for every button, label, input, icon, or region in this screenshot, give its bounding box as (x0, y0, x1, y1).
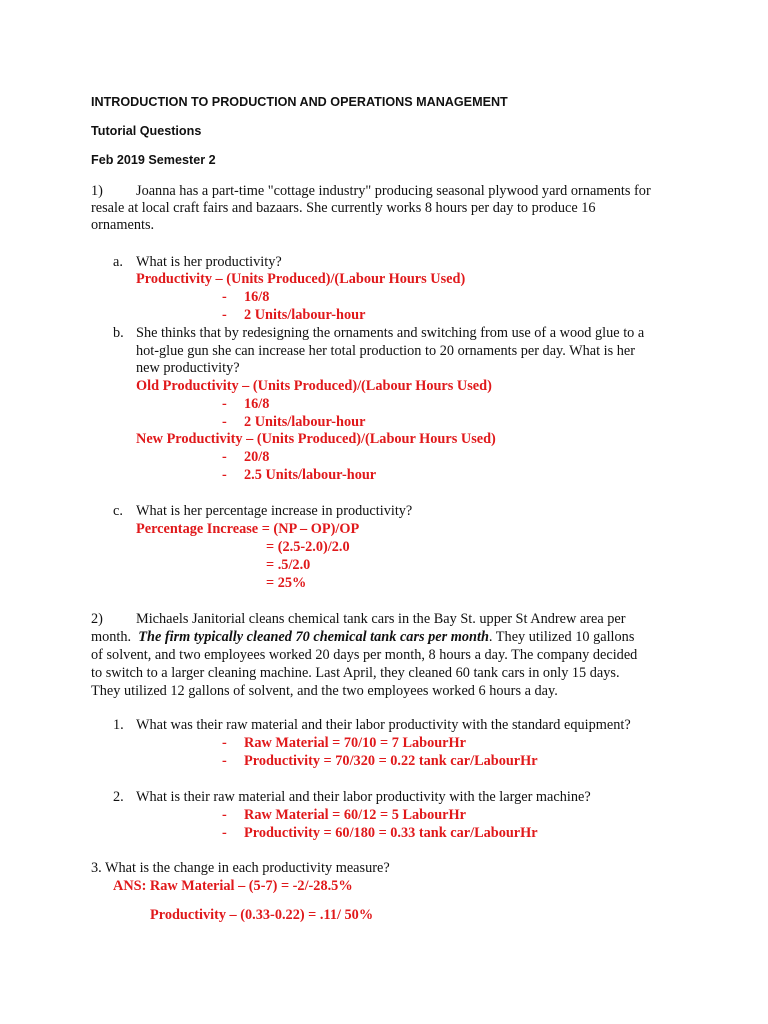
q1c-step: = (2.5-2.0)/2.0 (266, 539, 350, 555)
q1c-question: What is her percentage increase in productivity? (136, 503, 413, 519)
dash: - (222, 289, 227, 305)
q1b-label: b. (113, 325, 124, 341)
q1b-new-step: 2.5 Units/labour-hour (244, 467, 377, 483)
q1a-question: What is her productivity? (136, 254, 282, 270)
q1a-formula: Productivity – (Units Produced)/(Labour Hours Used) (136, 271, 466, 287)
dash: - (222, 307, 227, 323)
q2-line: Michaels Janitorial cleans chemical tank cars in the Bay St. upper St Andrew area per (136, 611, 626, 627)
q1b-new-step: 20/8 (244, 449, 270, 465)
q1b-question-line: She thinks that by redesigning the ornaments and switching from use of a wood glue to a (136, 325, 645, 341)
q1a-step: 16/8 (244, 289, 270, 305)
q1b-question-line: hot-glue gun she can increase her total production to 20 ornaments per day. What is her (136, 343, 636, 359)
q1a-label: a. (113, 254, 123, 270)
q2-number: 2) (91, 611, 103, 627)
q2-line: They utilized 12 gallons of solvent, and the two employees worked 6 hours a day. (91, 683, 558, 699)
q1b-question-line: new productivity? (136, 360, 240, 376)
q2s2-answer: Productivity = 60/180 = 0.33 tank car/LabourHr (244, 825, 538, 841)
q1c-step: = .5/2.0 (266, 557, 311, 573)
q3-answer: ANS: Raw Material – (5-7) = -2/-28.5% (113, 878, 353, 894)
q2s2-label: 2. (113, 789, 124, 805)
dash: - (222, 825, 227, 841)
q2s2-question: What is their raw material and their labor productivity with the larger machine? (136, 789, 591, 805)
q1b-new-formula: New Productivity – (Units Produced)/(Labour Hours Used) (136, 431, 496, 447)
q2s1-answer: Raw Material = 70/10 = 7 LabourHr (244, 735, 466, 751)
dash: - (222, 807, 227, 823)
dash: - (222, 467, 227, 483)
q3-answer: Productivity – (0.33-0.22) = .11/ 50% (150, 907, 374, 923)
q1c-label: c. (113, 503, 123, 519)
q2-line-part: month. (91, 629, 132, 645)
document-title: INTRODUCTION TO PRODUCTION AND OPERATIONS MANAGEMENT (91, 95, 508, 109)
q1b-old-step: 2 Units/labour-hour (244, 414, 366, 430)
q2-emphasis: The firm typically cleaned 70 chemical tank cars per month (138, 629, 489, 645)
dash: - (222, 735, 227, 751)
q3-question: 3. What is the change in each productivity measure? (91, 860, 390, 876)
dash: - (222, 753, 227, 769)
dash: - (222, 414, 227, 430)
q1-intro-line: Joanna has a part-time "cottage industry" producing seasonal plywood yard ornaments for (136, 183, 651, 199)
q2-line: to switch to a larger cleaning machine. Last April, they cleaned 60 tank cars in only 15 days. (91, 665, 620, 681)
q1-intro-line: ornaments. (91, 217, 155, 233)
q1c-formula: Percentage Increase = (NP – OP)/OP (136, 521, 360, 537)
dash: - (222, 449, 227, 465)
q1a-step: 2 Units/labour-hour (244, 307, 366, 323)
q1-number: 1) (91, 183, 103, 199)
q1-intro-line: resale at local craft fairs and bazaars. She currently works 8 hours per day to produce 16 (91, 200, 596, 216)
q2s2-answer: Raw Material = 60/12 = 5 LabourHr (244, 807, 466, 823)
q2s1-question: What was their raw material and their labor productivity with the standard equipment? (136, 717, 631, 733)
q2-line: of solvent, and two employees worked 20 days per month, 8 hours a day. The company decided (91, 647, 638, 663)
q2-line-part: . They utilized 10 gallons (488, 629, 635, 645)
q1b-old-formula: Old Productivity – (Units Produced)/(Labour Hours Used) (136, 378, 492, 394)
q2s1-label: 1. (113, 717, 124, 733)
dash: - (222, 396, 227, 412)
q2s1-answer: Productivity = 70/320 = 0.22 tank car/LabourHr (244, 753, 538, 769)
semester-label: Feb 2019 Semester 2 (91, 153, 216, 167)
q2-line (91, 628, 634, 646)
q1c-step: = 25% (266, 575, 307, 591)
document-subtitle: Tutorial Questions (91, 124, 202, 138)
q1b-old-step: 16/8 (244, 396, 270, 412)
